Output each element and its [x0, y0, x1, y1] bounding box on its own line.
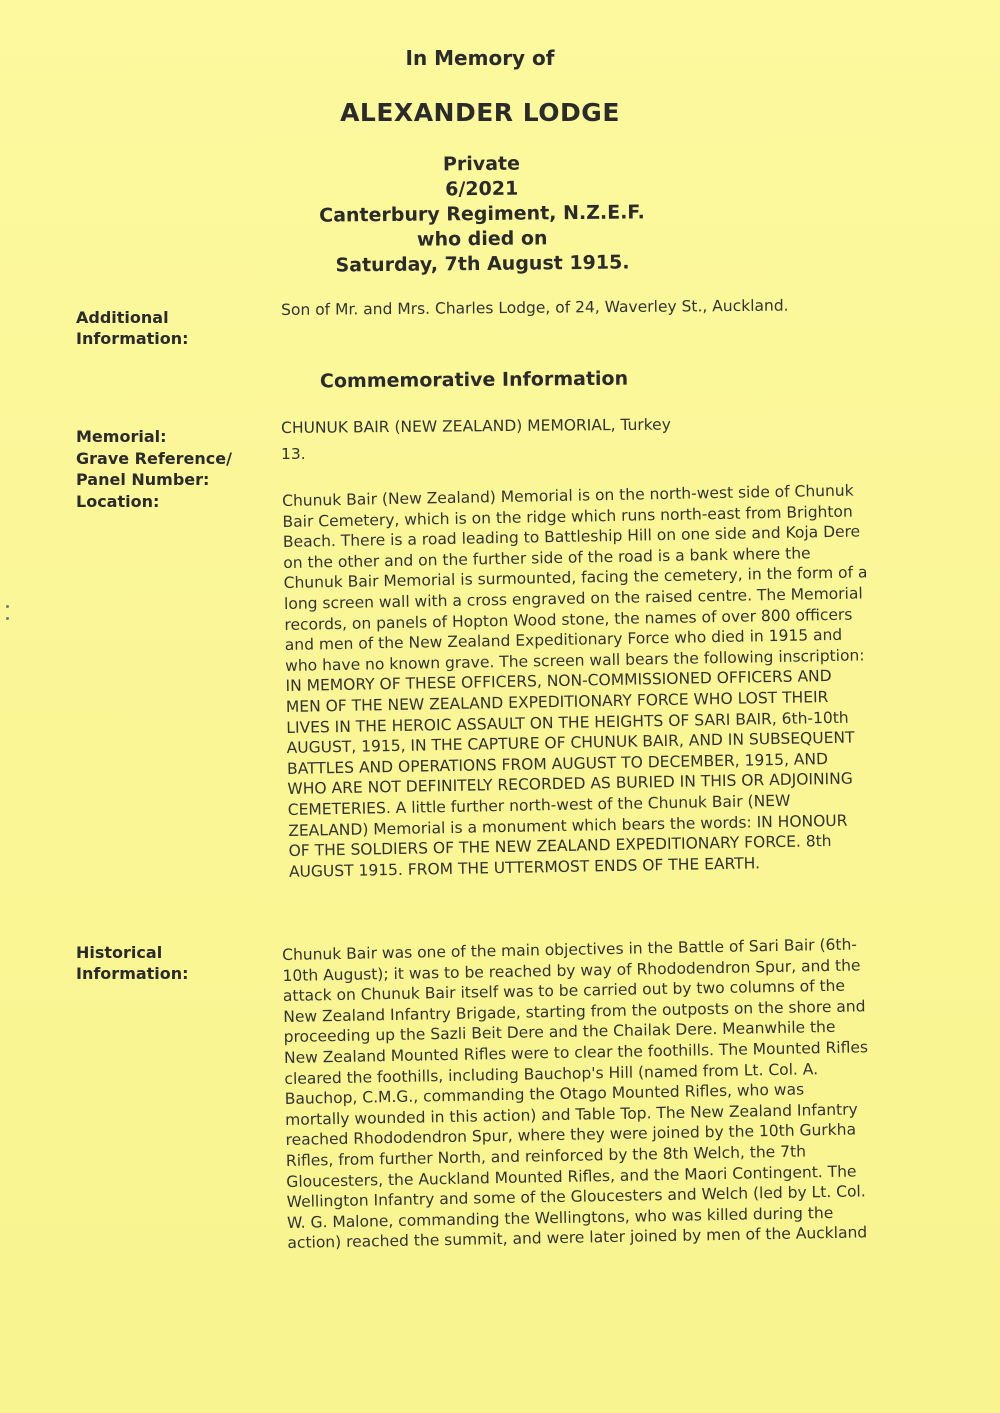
- in-memory-heading: In Memory of: [405, 46, 555, 70]
- location-label: Location:: [76, 492, 160, 511]
- grave-label-line1: Grave Reference/: [76, 449, 232, 468]
- historical-label-line2: Information:: [76, 964, 189, 983]
- date-of-death: Saturday, 7th August 1915.: [335, 251, 630, 277]
- memorial-label: Memorial:: [76, 427, 167, 446]
- died-label: who died on: [416, 227, 548, 251]
- grave-reference-label: [76, 448, 232, 490]
- scan-speck: [6, 605, 9, 608]
- historical-text: Chunuk Bair was one of the main objectives in the Battle of Sari Bair (6th-10th August); it was to be reached by way of Rhododendron Spur, and the attack on Chunuk Bair itself was to be carried out by two columns of the New Zealand Infantry Brigade, starting from the outposts on the shore and proceeding up the Sazli Beit Dere and the Chailak Dere. Meanwhile the New Zealand Mounted Rifles were to clear the foothills. The Mounted Rifles cleared the foothills, including Bauchop's Hill (named from Lt. Col. A. Bauchop, C.M.G., commanding the Otago Mounted Rifles, who was mortally wounded in this action) and Table Top. The New Zealand Infantry reached Rhododendron Spur, where they were joined by the 10th Gurkha Rifles, from further North, and reinforced by the 8th Welch, the 7th Gloucesters, the Auckland Mounted Rifles, and the Maori Contingent. The Wellington Infantry and some of the Gloucesters and Welch (led by Lt. Col. W. G. Malone, commanding the Wellingtons, who was killed during the action) reached the summit, and were later joined by men of the Auckland: [282, 935, 869, 1253]
- rank: Private: [442, 152, 521, 176]
- historical-label-line1: Historical: [76, 943, 163, 962]
- soldier-name: ALEXANDER LODGE: [340, 98, 620, 127]
- grave-label-line2: Panel Number:: [76, 470, 210, 489]
- commemorative-title: Commemorative Information: [319, 367, 629, 393]
- grave-reference-value: 13.: [281, 445, 306, 463]
- scan-speck: [6, 617, 9, 620]
- location-text: Chunuk Bair (New Zealand) Memorial is on the north-west side of Chunuk Bair Cemetery, which is on the ridge which runs north-east from Brighton Beach. There is a road leading to Battleship Hill on one side and Koja Dere on the other and on the further side of the road is a bank where the Chunuk Bair Memorial is surmounted, facing the cemetery, in the form of a long screen wall with a cross engraved on the raised centre. The Memorial records, on panels of Hopton Wood stone, the names of over 800 officers and men of the New Zealand Expeditionary Force who died in 1915 and who have no known grave. The screen wall bears the following inscription: IN MEMORY OF THESE OFFICERS, NON-COMMISSIONED OFFICERS AND MEN OF THE NEW ZEALAND EXPEDITIONARY FORCE WHO LOST THEIR LIVES IN THE HEROIC ASSAULT ON THE HEIGHTS OF SARI BAIR, 6th-10th AUGUST, 1915, IN THE CAPTURE OF CHUNUK BAIR, AND IN SUBSEQUENT BATTLES AND OPERATIONS FROM AUGUST TO DECEMBER, 1915, AND WHO ARE NOT DEFINITELY RECORDED AS BURIED IN THIS OR ADJOINING CEMETERIES. A little further north-west of the Chunuk Bair (NEW ZEALAND) Memorial is a monument which bears the words: IN HONOUR OF THE SOLDIERS OF THE NEW ZEALAND EXPEDITIONARY FORCE. 8th AUGUST 1915. FROM THE UTTERMOST ENDS OF THE EARTH.: [282, 481, 868, 881]
- memorial-value: CHUNUK BAIR (NEW ZEALAND) MEMORIAL, Turkey: [281, 415, 671, 437]
- additional-text: Son of Mr. and Mrs. Charles Lodge, of 24, Waverley St., Auckland.: [281, 296, 789, 319]
- historical-label: [76, 942, 189, 984]
- service-number: 6/2021: [445, 177, 519, 201]
- unit: Canterbury Regiment, N.Z.E.F.: [319, 201, 645, 227]
- service-details: [0, 147, 983, 282]
- additional-label: [76, 307, 189, 349]
- additional-label-line2: Information:: [76, 329, 189, 348]
- additional-label-line1: Additional: [76, 308, 169, 327]
